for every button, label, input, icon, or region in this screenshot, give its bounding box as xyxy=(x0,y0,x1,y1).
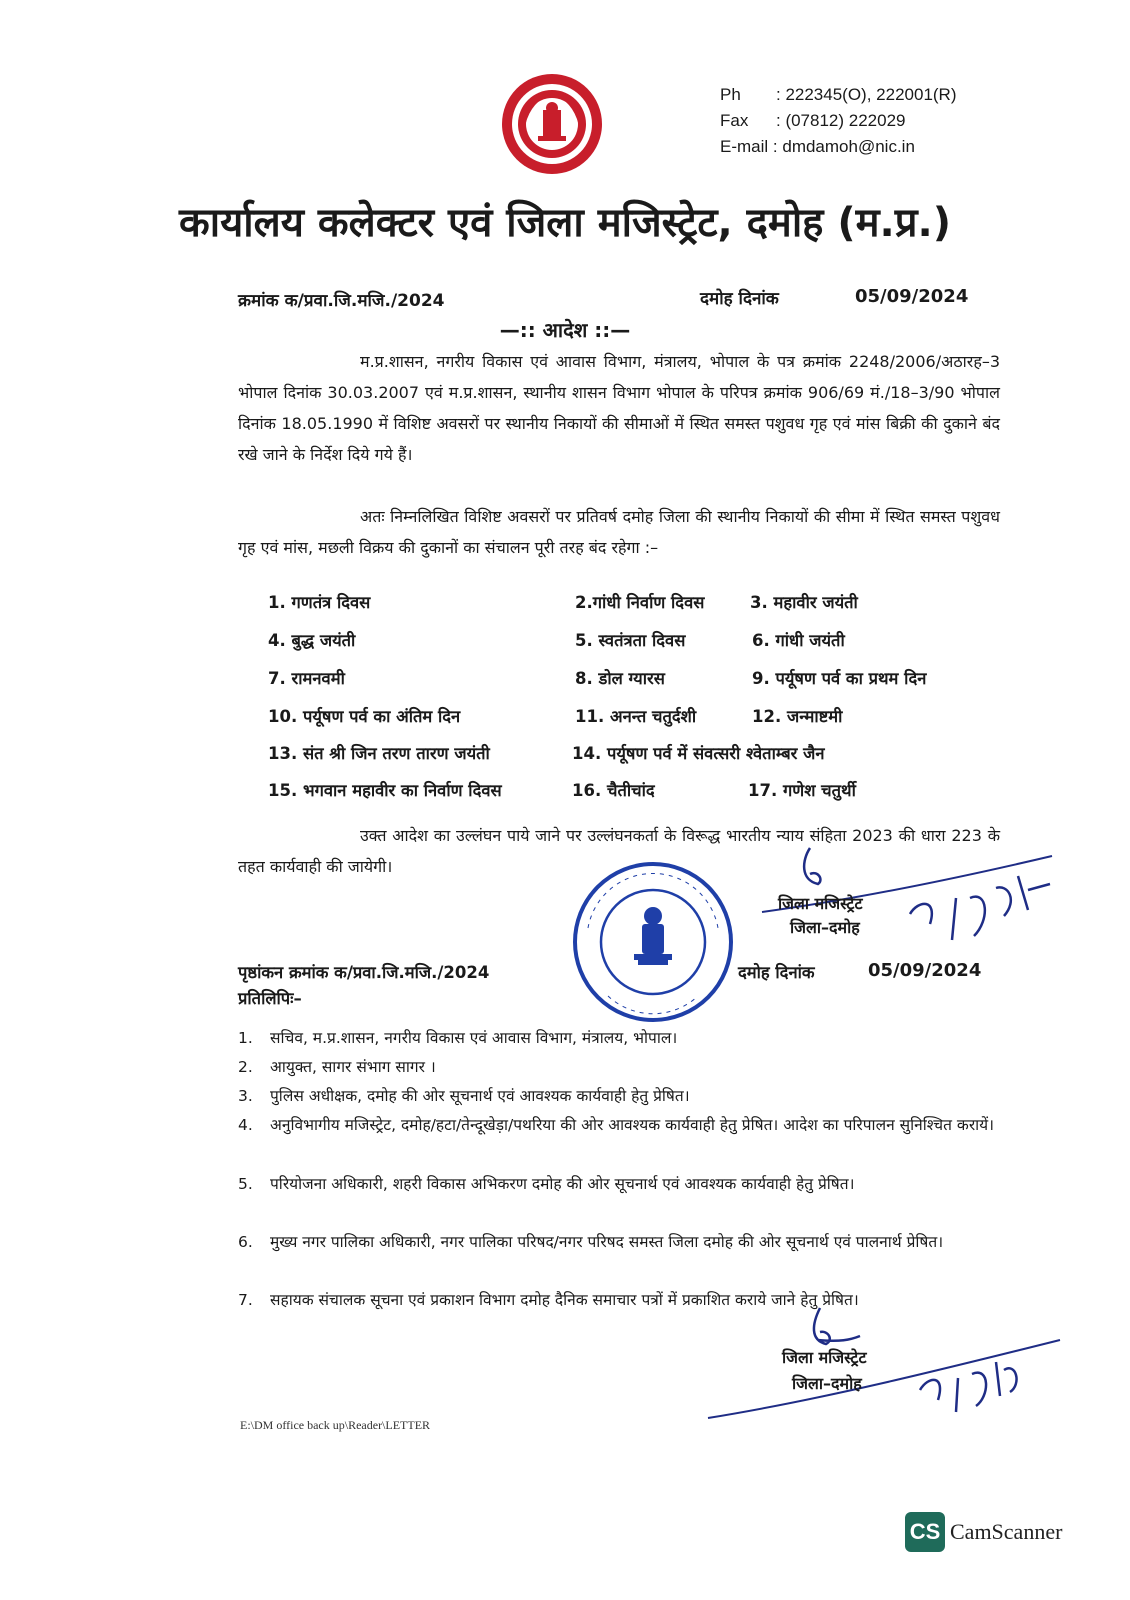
order-date: 05/09/2024 xyxy=(855,286,969,307)
file-path: E:\DM office back up\Reader\LETTER xyxy=(240,1418,431,1432)
signature-2-title: जिला मजिस्ट्रेट xyxy=(782,1348,867,1367)
occasion-item: 5. स्वतंत्रता दिवस xyxy=(575,631,686,650)
occasion-item: 16. चैतीचांद xyxy=(572,781,655,800)
fax-label: Fax xyxy=(720,111,749,130)
order-heading: —:: आदेश ::— xyxy=(499,318,631,342)
office-title: कार्यालय कलेक्टर एवं जिला मजिस्ट्रेट, दमोह (म.प्र.) xyxy=(179,200,951,246)
occasion-item: 12. जन्माष्टमी xyxy=(752,707,843,726)
occasion-item: 6. गांधी जयंती xyxy=(752,631,845,650)
order-paragraph-2-text: अतः निम्नलिखित विशिष्ट अवसरों पर प्रतिवर्ष दमोह जिला की स्थानीय निकायों की सीमा में स्थित समस्त पशुवध गृह एवं मांस, मछली विक्रय की दुकानों का संचालन पूरी तरह बंद रहेगा :– xyxy=(238,507,1000,557)
occasion-item: 3. महावीर जयंती xyxy=(750,593,858,612)
occasion-item: 8. डोल ग्यारस xyxy=(575,669,665,688)
copy-item-number: 4. xyxy=(238,1116,253,1134)
signature-1-place: जिला–दमोह xyxy=(790,918,860,937)
signature-2-place: जिला–दमोह xyxy=(792,1374,862,1393)
occasion-item: 14. पर्यूषण पर्व में संवत्सरी श्वेताम्बर जैन xyxy=(572,744,825,763)
copy-item-number: 7. xyxy=(238,1291,253,1309)
copy-item-text: अनुविभागीय मजिस्ट्रेट, दमोह/हटा/तेन्दूखेड़ा/पथरिया की ओर आवश्यक कार्यवाही हेतु प्रेषित। आदेश का परिपालन सुनिश्चित करायें। xyxy=(270,1116,995,1134)
order-place-date-label: दमोह दिनांक xyxy=(700,289,779,309)
order-paragraph-1-text: म.प्र.शासन, नगरीय विकास एवं आवास विभाग, मंत्रालय, भोपाल के पत्र क्रमांक 2248/2006/अठारह–3 भोपाल दिनांक 30.03.2007 एवं म.प्र.शासन, स्थानीय शासन विभाग भोपाल के परिपत्र क्रमांक 906/69 मं./18–3/90 भोपाल दिनांक 18.05.1990 में विशिष्ट अवसरों पर स्थानीय निकायों की सीमाओं में स्थित समस्त पशुवध गृह एवं मांस बिक्री की दुकाने बंद रखे जाने के निर्देश दिये गये हैं। xyxy=(238,352,1000,464)
occasion-item: 11. अनन्त चतुर्दशी xyxy=(575,707,697,726)
camscanner-logo-icon: CS xyxy=(905,1512,945,1552)
order-number: क्रमांक क/प्रवा.जि.मजि./2024 xyxy=(238,291,445,311)
occasion-item: 17. गणेश चतुर्थी xyxy=(748,781,856,800)
phone-value: : 222345(O), 222001(R) xyxy=(776,85,957,104)
order-paragraph-1 xyxy=(238,346,1000,470)
endorsement-date: 05/09/2024 xyxy=(868,960,982,981)
copy-label: प्रतिलिपिः– xyxy=(238,989,302,1008)
order-paragraph-2 xyxy=(238,501,1000,563)
signature-2-icon xyxy=(700,1300,1070,1430)
contact-fax xyxy=(720,108,906,134)
copy-item-text: सचिव, म.प्र.शासन, नगरीय विकास एवं आवास विभाग, मंत्रालय, भोपाल। xyxy=(270,1029,678,1047)
copy-item-text: मुख्य नगर पालिका अधिकारी, नगर पालिका परिषद/नगर परिषद समस्त जिला दमोह की ओर सूचनार्थ एवं पालनार्थ प्रेषित। xyxy=(270,1233,944,1251)
signature-1-title: जिला मजिस्ट्रेट xyxy=(778,894,863,913)
copy-item-text: पुलिस अधीक्षक, दमोह की ओर सूचनार्थ एवं आवश्यक कार्यवाही हेतु प्रेषित। xyxy=(270,1087,690,1105)
copy-item-text: आयुक्त, सागर संभाग सागर । xyxy=(270,1058,436,1076)
fax-value: : (07812) 222029 xyxy=(776,111,906,130)
copy-item xyxy=(238,1111,1008,1140)
occasion-item: 15. भगवान महावीर का निर्वाण दिवस xyxy=(268,781,502,800)
copy-item xyxy=(238,1024,1008,1053)
endorsement-place-date-label: दमोह दिनांक xyxy=(738,963,815,982)
endorsement-number: पृष्ठांकन क्रमांक क/प्रवा.जि.मजि./2024 xyxy=(238,963,490,982)
copy-item xyxy=(238,1170,1008,1199)
occasion-item: 2.गांधी निर्वाण दिवस xyxy=(575,593,705,612)
contact-phone xyxy=(720,82,957,108)
collector-seal-icon xyxy=(568,858,738,1026)
copy-item-text: परियोजना अधिकारी, शहरी विकास अभिकरण दमोह की ओर सूचनार्थ एवं आवश्यक कार्यवाही हेतु प्रेषित। xyxy=(270,1175,855,1193)
occasion-item: 7. रामनवमी xyxy=(268,669,345,688)
order-paragraph-3-text: उक्त आदेश का उल्लंघन पाये जाने पर उल्लंघनकर्ता के विरूद्ध भारतीय न्याय संहिता 2023 की धारा 223 के तहत कार्यवाही की जायेगी। xyxy=(238,826,1000,876)
mp-government-emblem-icon xyxy=(500,70,605,178)
copy-item-number: 5. xyxy=(238,1175,253,1193)
copy-item-text: सहायक संचालक सूचना एवं प्रकाशन विभाग दमोह दैनिक समाचार पत्रों में प्रकाशित कराये जाने हेतु प्रेषित। xyxy=(270,1291,859,1309)
copy-item-number: 1. xyxy=(238,1029,253,1047)
occasion-item: 9. पर्यूषण पर्व का प्रथम दिन xyxy=(752,669,927,688)
occasion-item: 10. पर्यूषण पर्व का अंतिम दिन xyxy=(268,707,461,726)
copy-item xyxy=(238,1053,1008,1082)
email-value[interactable]: dmdamoh@nic.in xyxy=(782,137,915,156)
email-label: E-mail : xyxy=(720,137,778,156)
occasion-item: 13. संत श्री जिन तरण तारण जयंती xyxy=(268,744,490,763)
camscanner-name: CamScanner xyxy=(950,1519,1063,1544)
occasion-item: 4. बुद्ध जयंती xyxy=(268,631,356,650)
contact-email xyxy=(720,134,915,160)
copy-item xyxy=(238,1082,1008,1111)
copy-item-number: 2. xyxy=(238,1058,253,1076)
copy-item xyxy=(238,1228,1008,1257)
occasion-item: 1. गणतंत्र दिवस xyxy=(268,593,371,612)
phone-label: Ph xyxy=(720,85,741,104)
copy-item-number: 6. xyxy=(238,1233,253,1251)
copy-item-number: 3. xyxy=(238,1087,253,1105)
